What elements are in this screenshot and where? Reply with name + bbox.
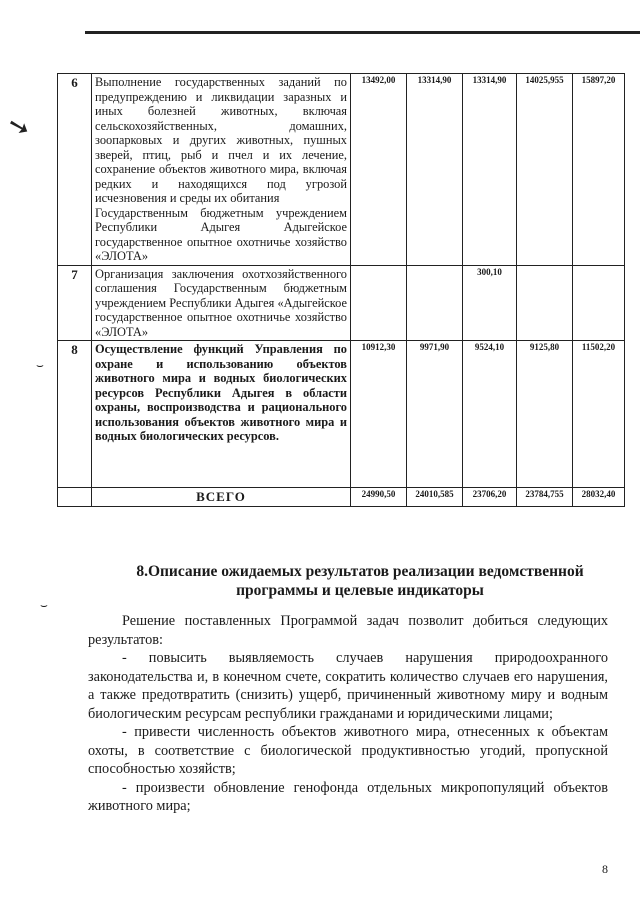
scan-artifact-mark: ➘ <box>4 109 34 145</box>
page-number: 8 <box>602 862 608 876</box>
paragraph: - повысить выявляемость случаев нарушения природоохранного законодательства и, в конечном счете, сократить количество случаев его нарушения, а также предотвратить (снизить) ущерб, причиненный животному миру и водным биологическим ресурсам республики гражданами и юридическими лицами; <box>88 650 608 722</box>
row-number: 7 <box>58 265 92 341</box>
table-cell: 9524,10 <box>463 341 517 488</box>
table-row <box>58 341 625 488</box>
row-number: 8 <box>58 341 92 488</box>
total-cell: 23706,20 <box>463 487 517 506</box>
paragraph: - произвести обновление генофонда отдельных микропопуляций объектов животного мира; <box>88 779 608 814</box>
table-cell: 300,10 <box>463 265 517 341</box>
total-cell: 23784,755 <box>517 487 573 506</box>
table-cell: 13314,90 <box>407 74 463 266</box>
table-cell: 13314,90 <box>463 74 517 266</box>
table-row <box>58 74 625 266</box>
table-cell: 15897,20 <box>573 74 625 266</box>
scan-artifact-dash: ⌣ <box>40 598 48 612</box>
total-cell: 28032,40 <box>573 487 625 506</box>
paragraph: - привести численность объектов животного мира, отнесенных к объектам охоты, в соответствие с биологической продуктивностью угодий, пропускной способностью хозяйств; <box>88 724 608 777</box>
row-number: 6 <box>58 74 92 266</box>
table-cell <box>573 265 625 341</box>
top-rule <box>85 31 640 34</box>
table-cell <box>517 265 573 341</box>
table-cell: 14025,955 <box>517 74 573 266</box>
row-description-text: Выполнение государственных заданий по предупреждению и ликвидации заразных и иных болезней животных, включая сельскохозяйственных, домашних, зоопарковых и других животных, пушных зверей, птиц, рыб и пчел и их лечение, сохранение объектов животного мира, включая редких и находящихся под угрозой исчезновения и среды их обитания <box>95 75 347 205</box>
paragraph: Решение поставленных Программой задач позволит добиться следующих результатов: <box>88 613 608 648</box>
row-executor-text: Государственным бюджетным учреждением Республики Адыгея Адыгейское государственное опытное охотничье хозяйство «ЭЛОТА» <box>95 205 347 263</box>
scan-artifact-dash: ⌣ <box>36 358 44 372</box>
row-description-text: Осуществление функций Управления по охране и использованию объектов животного мира и водных биологических ресурсов Республики Адыгея в области охраны, воспроизводства и рационального использования объектов животного мира и водных биологических ресурсов. <box>95 342 347 443</box>
total-cell: 24990,50 <box>351 487 407 506</box>
section-body <box>88 612 608 816</box>
table-cell: 11502,20 <box>573 341 625 488</box>
table-cell <box>351 265 407 341</box>
table-cell: 9971,90 <box>407 341 463 488</box>
table-cell: 10912,30 <box>351 341 407 488</box>
table-cell: 9125,80 <box>517 341 573 488</box>
table-cell: 13492,00 <box>351 74 407 266</box>
total-label: ВСЕГО <box>92 487 351 506</box>
budget-table <box>57 73 625 507</box>
table-cell <box>58 487 92 506</box>
table-total-row <box>58 487 625 506</box>
table-row <box>58 265 625 341</box>
section-heading: 8.Описание ожидаемых результатов реализации ведомственной программы и целевые индикаторы <box>136 563 584 599</box>
row-description <box>92 341 351 488</box>
row-description: Организация заключения охотхозяйственного соглашения Государственным бюджетным учреждением Республики Адыгея «Адыгейское государственное опытное охотничье хозяйство «ЭЛОТА» <box>92 265 351 341</box>
table-cell <box>407 265 463 341</box>
row-description <box>92 74 351 266</box>
total-cell: 24010,585 <box>407 487 463 506</box>
